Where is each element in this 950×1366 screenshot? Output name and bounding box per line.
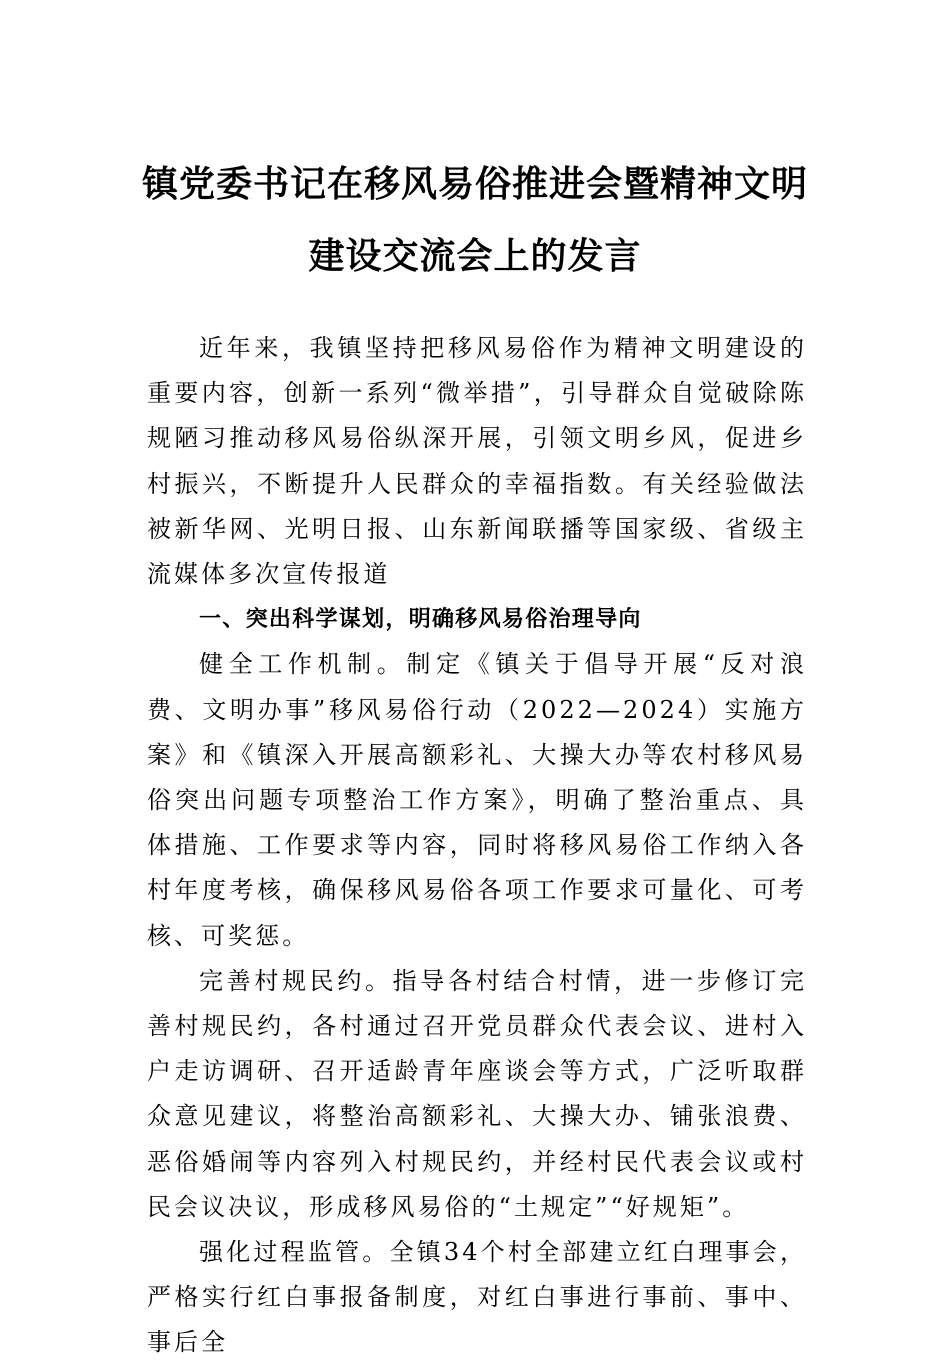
section-1-heading: 一、突出科学谋划，明确移风易俗治理导向 xyxy=(199,607,642,633)
section-1-paragraph-supervision: 强化过程监管。全镇34个村全部建立红白理事会，严格实行红白事报备制度，对红白事进行事前、事中、事后全 xyxy=(147,1238,807,1357)
section-1-paragraph-village-rules: 完善村规民约。指导各村结合村情，进一步修订完善村规民约，各村通过召开党员群众代表会议、进村入户走访调研、召开适龄青年座谈会等方式，广泛听取群众意见建议，将整治高额彩礼、大操大办、铺张浪费、恶俗婚闹等内容列入村规民约，并经村民代表会议或村民会议决议，形成移风易俗的“土规定”“好规矩”。 xyxy=(147,966,807,1221)
section-1-paragraph-work-mechanism: 健全工作机制。制定《镇关于倡导开展“反对浪费、文明办事”移风易俗行动（2022—2024）实施方案》和《镇深入开展高额彩礼、大操大办等农村移风易俗突出问题专项整治工作方案》，明确了整治重点、具体措施、工作要求等内容，同时将移风易俗工作纳入各村年度考核，确保移风易俗各项工作要求可量化、可考核、可奖惩。 xyxy=(147,650,807,950)
document-title-line-2: 建设交流会上的发言 xyxy=(308,235,642,277)
intro-paragraph: 近年来，我镇坚持把移风易俗作为精神文明建设的重要内容，创新一系列“微举措”，引导群众自觉破除陈规陋习推动移风易俗纵深开展，引领文明乡风，促进乡村振兴，不断提升人民群众的幸福指数。有关经验做法被新华网、光明日报、山东新闻联播等国家级、省级主流媒体多次宣传报道 xyxy=(147,334,807,589)
document-title-line-1: 镇党委书记在移风易俗推进会暨精神文明 xyxy=(141,163,808,205)
document-body xyxy=(147,326,807,1366)
